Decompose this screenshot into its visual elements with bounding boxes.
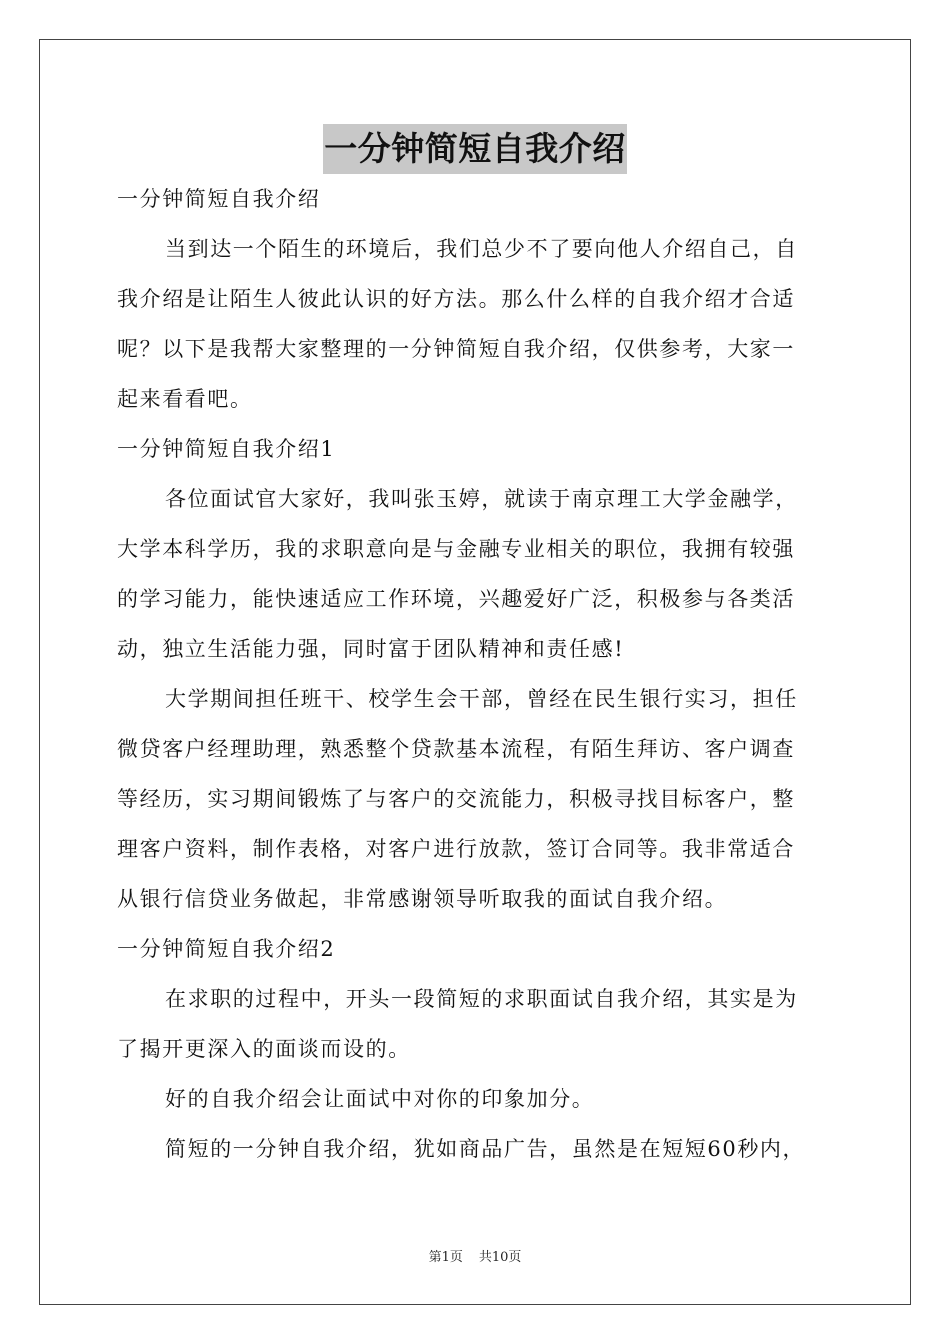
page-border (39, 39, 911, 1305)
paragraph-line: 简短的一分钟自我介绍，犹如商品广告，虽然是在短短60秒内， (165, 1137, 806, 1161)
document-title: 一分钟简短自我介绍 (323, 124, 627, 174)
paragraph-line: 了揭开更深入的面谈而设的。 (117, 1037, 411, 1061)
section-heading: 一分钟简短自我介绍1 (117, 437, 336, 461)
document-title-container (0, 124, 950, 174)
page-total: 共10页 (478, 1250, 522, 1265)
paragraph-line: 理客户资料，制作表格，对客户进行放款，签订合同等。我非常适合 (117, 837, 795, 861)
paragraph-line: 我介绍是让陌生人彼此认识的好方法。那么什么样的自我介绍才合适 (117, 287, 795, 311)
paragraph-line: 从银行信贷业务做起，非常感谢领导听取我的面试自我介绍。 (117, 887, 728, 911)
paragraph-line: 各位面试官大家好，我叫张玉婷，就读于南京理工大学金融学， (165, 487, 798, 511)
paragraph-line: 当到达一个陌生的环境后，我们总少不了要向他人介绍自己，自 (165, 237, 798, 261)
paragraph-line: 微贷客户经理助理，熟悉整个贷款基本流程，有陌生拜访、客户调查 (117, 737, 795, 761)
paragraph-line: 呢？以下是我帮大家整理的一分钟简短自我介绍，仅供参考，大家一 (117, 337, 795, 361)
paragraph-line: 动，独立生活能力强，同时富于团队精神和责任感! (117, 637, 625, 661)
paragraph-line: 的学习能力，能快速适应工作环境，兴趣爱好广泛，积极参与各类活 (117, 587, 795, 611)
page-number: 第1页 (428, 1250, 463, 1265)
paragraph-line: 好的自我介绍会让面试中对你的印象加分。 (165, 1087, 595, 1111)
section-heading: 一分钟简短自我介绍2 (117, 937, 336, 961)
paragraph-line: 等经历，实习期间锻炼了与客户的交流能力，积极寻找目标客户，整 (117, 787, 795, 811)
paragraph-line: 在求职的过程中，开头一段简短的求职面试自我介绍，其实是为 (165, 987, 798, 1011)
page-footer (0, 1249, 950, 1267)
section-heading: 一分钟简短自我介绍 (117, 187, 321, 211)
paragraph-line: 起来看看吧。 (117, 387, 253, 411)
paragraph-line: 大学期间担任班干、校学生会干部，曾经在民生银行实习，担任 (165, 687, 798, 711)
paragraph-line: 大学本科学历，我的求职意向是与金融专业相关的职位，我拥有较强 (117, 537, 795, 561)
